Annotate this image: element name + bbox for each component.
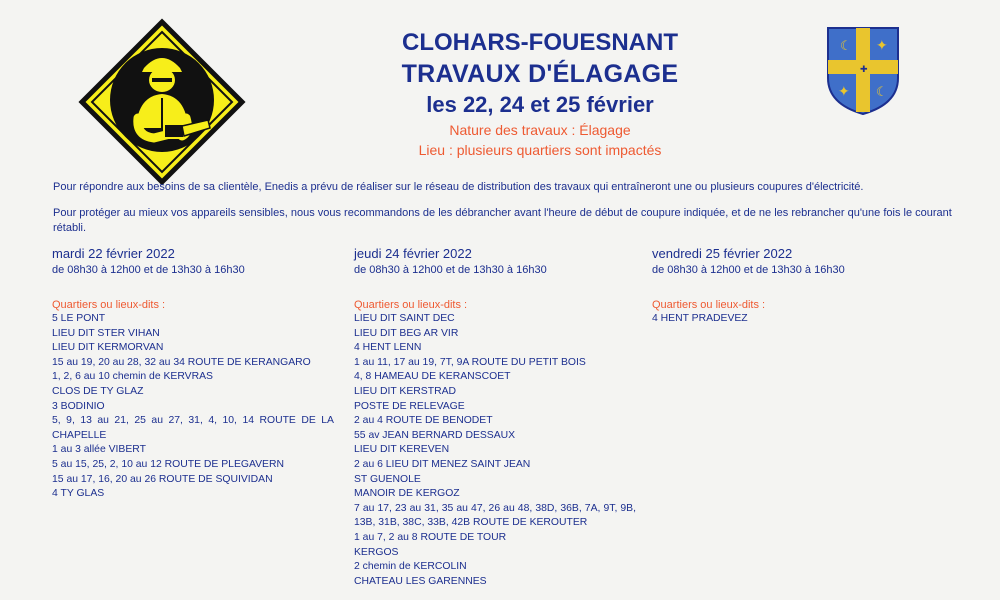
- list-item: 4 TY GLAS: [52, 488, 105, 500]
- svg-text:☾: ☾: [876, 85, 888, 100]
- list-item: 2 chemin de KERCOLIN: [354, 561, 467, 573]
- places-label: Quartiers ou lieux-dits :: [354, 299, 468, 311]
- list-item: LIEU DIT SAINT DEC: [354, 313, 455, 324]
- list-item: 7 au 17, 23 au 31, 35 au 47, 26 au 48, 38D, 36B, 7A, 9T, 9B, 13B, 31B, 38C, 33B, 42B ROUTE DE KEROUTER: [354, 502, 636, 529]
- list-item: 4 HENT PRADEVEZ: [652, 313, 748, 324]
- list-item: LIEU DIT KERSTRAD: [354, 385, 457, 397]
- header: [300, 28, 780, 160]
- svg-text:✦: ✦: [838, 84, 850, 100]
- list-item: 3 BODINIO: [52, 400, 105, 412]
- list-item: 1 au 11, 17 au 19, 7T, 9A ROUTE DU PETIT BOIS: [354, 356, 586, 368]
- day-date: vendredi 25 février 2022: [652, 246, 793, 261]
- list-item: CLOS DE TY GLAZ: [52, 385, 144, 397]
- places-list: [354, 312, 636, 589]
- list-item: LIEU DIT KEREVEN: [354, 444, 450, 456]
- svg-text:✦: ✦: [876, 38, 888, 54]
- town-name: CLOHARS-FOUESNANT: [402, 29, 678, 56]
- places-label: Quartiers ou lieux-dits :: [652, 299, 766, 311]
- day-date: mardi 22 février 2022: [52, 246, 175, 261]
- work-location: Lieu : plusieurs quartiers sont impactés: [418, 142, 662, 158]
- list-item: 5 au 15, 25, 2, 10 au 12 ROUTE DE PLEGAVERN: [52, 458, 284, 470]
- day-hours: de 08h30 à 12h00 et de 13h30 à 16h30: [52, 264, 245, 276]
- svg-text:✚: ✚: [860, 65, 868, 75]
- intro-paragraph-2: Pour protéger au mieux vos appareils sensibles, nous vous recommandons de les débrancher avant l'heure de début de coupure indiquée, et de ne les rebrancher qu'une fois le courant rétabli.: [53, 207, 952, 234]
- list-item: CHATEAU LES GARENNES: [354, 575, 487, 587]
- list-item: MANOIR DE KERGOZ: [354, 488, 460, 500]
- day-column-friday: [652, 245, 934, 327]
- list-item: 5 LE PONT: [52, 313, 106, 324]
- list-item: 1, 2, 6 au 10 chemin de KERVRAS: [52, 371, 213, 383]
- day-hours: de 08h30 à 12h00 et de 13h30 à 16h30: [652, 264, 845, 276]
- places-label: Quartiers ou lieux-dits :: [52, 299, 166, 311]
- list-item: 1 au 7, 2 au 8 ROUTE DE TOUR: [354, 531, 507, 543]
- list-item: 4 HENT LENN: [354, 342, 422, 354]
- places-list: [652, 312, 934, 327]
- list-item: LIEU DIT STER VIHAN: [52, 327, 160, 339]
- day-column-tuesday: [52, 245, 334, 502]
- list-item: 5, 9, 13 au 21, 25 au 27, 31, 4, 10, 14 ROUTE DE LA CHAPELLE: [52, 415, 334, 441]
- list-item: ST GUENOLE: [354, 473, 421, 485]
- list-item: 2 au 6 LIEU DIT MENEZ SAINT JEAN: [354, 458, 531, 470]
- page-title: TRAVAUX D'ÉLAGAGE: [401, 60, 679, 88]
- svg-text:☾: ☾: [840, 39, 852, 54]
- list-item: 15 au 17, 16, 20 au 26 ROUTE DE SQUIVIDAN: [52, 473, 273, 485]
- list-item: LIEU DIT BEG AR VIR: [354, 327, 459, 339]
- list-item: 55 av JEAN BERNARD DESSAUX: [354, 429, 516, 441]
- coat-of-arms-icon: [826, 26, 900, 116]
- chainsaw-worker-warning-icon: [78, 18, 246, 186]
- intro-paragraph-1: Pour répondre aux besoins de sa clientèle, Enedis a prévu de réaliser sur le réseau de distribution des travaux qui entraîneront une ou plusieurs coupures d'électricité.: [53, 181, 864, 193]
- list-item: KERGOS: [354, 546, 399, 558]
- list-item: POSTE DE RELEVAGE: [354, 400, 465, 412]
- work-dates: les 22, 24 et 25 février: [426, 92, 654, 117]
- day-column-thursday: [354, 245, 636, 589]
- day-date: jeudi 24 février 2022: [354, 246, 472, 261]
- day-hours: de 08h30 à 12h00 et de 13h30 à 16h30: [354, 264, 547, 276]
- work-nature: Nature des travaux : Élagage: [449, 122, 631, 138]
- list-item: 4, 8 HAMEAU DE KERANSCOET: [354, 371, 511, 383]
- places-list: [52, 312, 334, 502]
- list-item: 2 au 4 ROUTE DE BENODET: [354, 415, 493, 427]
- list-item: 1 au 3 allée VIBERT: [52, 444, 146, 456]
- list-item: LIEU DIT KERMORVAN: [52, 342, 164, 354]
- list-item: 15 au 19, 20 au 28, 32 au 34 ROUTE DE KERANGARO: [52, 356, 311, 368]
